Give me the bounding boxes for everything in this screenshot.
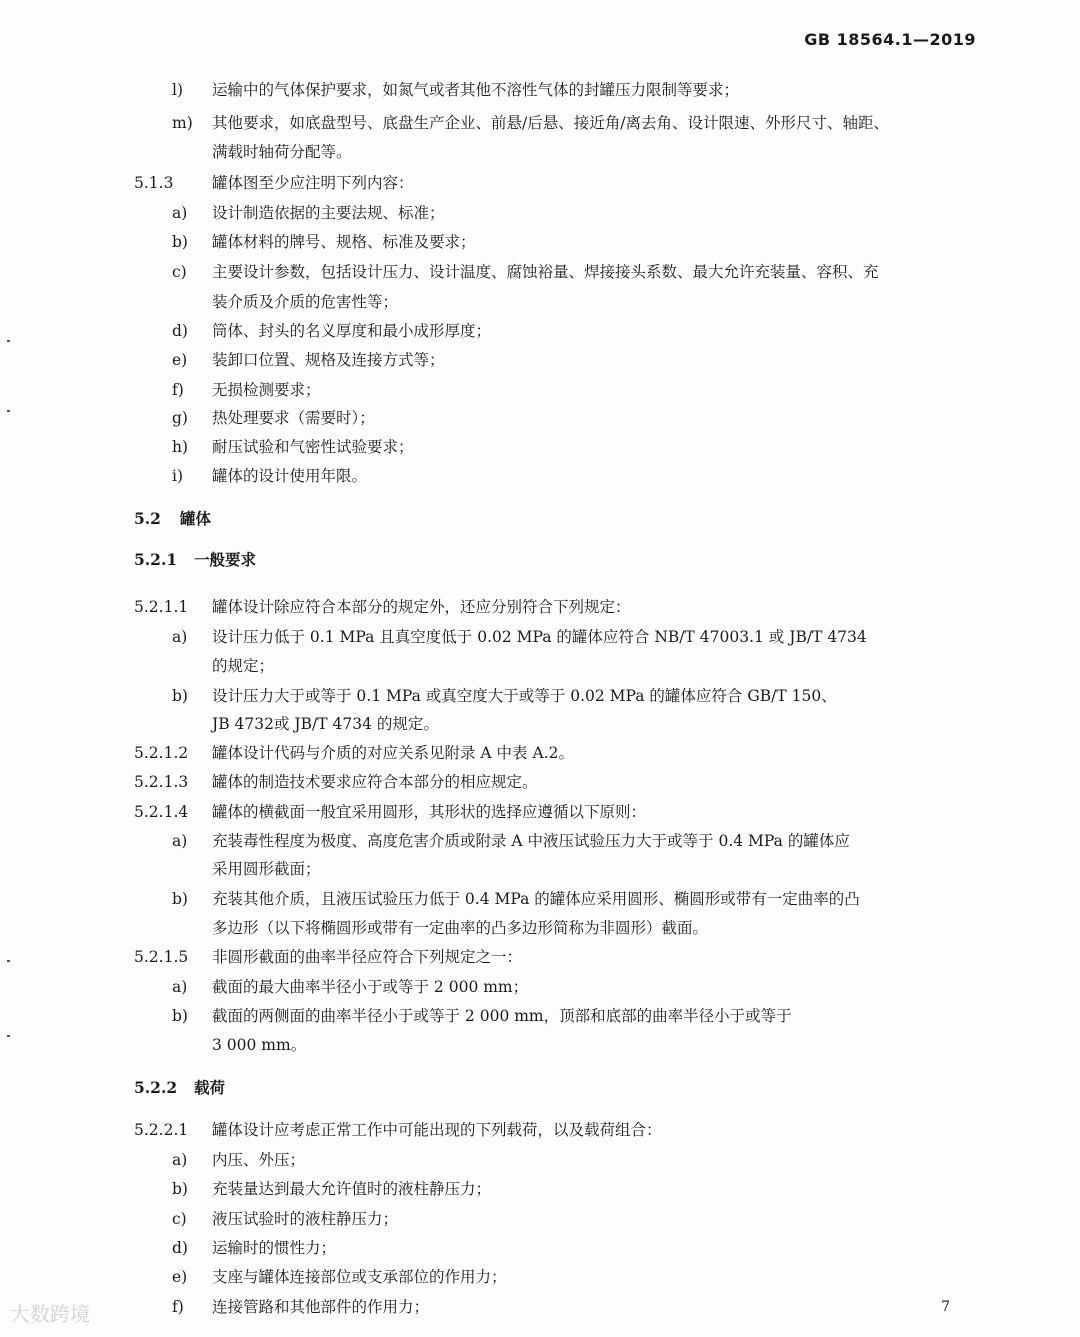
item-label: b): [172, 1180, 188, 1198]
item-label: f): [172, 1298, 184, 1316]
item-text: 罐体的制造技术要求应符合本部分的相应规定。: [212, 773, 538, 791]
item-text: 3 000 mm。: [212, 1036, 307, 1054]
item-text: 内压、外压；: [212, 1151, 306, 1169]
item-text: 筒体、封头的名义厚度和最小成形厚度；: [212, 322, 492, 340]
item-text: 采用圆形截面；: [212, 860, 321, 878]
item-text: 装介质及介质的危害性等；: [212, 293, 399, 311]
standard-number: GB 18564.1—2019: [804, 30, 976, 49]
item-text: 截面的两侧面的曲率半径小于或等于 2 000 mm，顶部和底部的曲率半径小于或等于: [212, 1007, 792, 1025]
item-text: 充装其他介质，且液压试验压力低于 0.4 MPa 的罐体应采用圆形、椭圆形或带有一定曲率的凸: [212, 890, 860, 908]
item-text: 运输中的气体保护要求，如氮气或者其他不溶性气体的封罐压力限制等要求；: [212, 81, 740, 99]
margin-mark: [7, 410, 10, 412]
item-text: JB 4732或 JB/T 4734 的规定。: [212, 715, 439, 733]
item-text: 罐体: [180, 509, 212, 528]
item-label: m): [172, 114, 193, 132]
item-text: 罐体的设计使用年限。: [212, 467, 368, 485]
item-label: 5.2.1.2: [134, 744, 189, 762]
item-label: a): [172, 978, 188, 996]
item-label: a): [172, 204, 188, 222]
margin-mark: [7, 340, 10, 342]
item-label: 5.2.2: [134, 1078, 178, 1097]
item-text: 热处理要求（需要时）；: [212, 409, 375, 427]
item-label: b): [172, 233, 188, 251]
item-label: f): [172, 381, 184, 399]
margin-mark: [7, 1035, 10, 1037]
item-text: 无损检测要求；: [212, 381, 321, 399]
item-label: 5.2.1.4: [134, 803, 189, 821]
item-label: 5.2: [134, 509, 161, 528]
item-label: 5.2.2.1: [134, 1121, 189, 1139]
item-text: 罐体设计代码与介质的对应关系见附录 A 中表 A.2。: [212, 744, 574, 762]
item-label: 5.2.1.5: [134, 948, 189, 966]
item-label: a): [172, 832, 188, 850]
item-text: 连接管路和其他部件的作用力；: [212, 1298, 430, 1316]
item-label: g): [172, 409, 188, 427]
item-text: 装卸口位置、规格及连接方式等；: [212, 351, 445, 369]
item-text: 充装毒性程度为极度、高度危害介质或附录 A 中液压试验压力大于或等于 0.4 MPa 的罐体应: [212, 832, 850, 850]
item-label: c): [172, 263, 187, 281]
item-label: 5.2.1.1: [134, 598, 189, 616]
item-label: d): [172, 1239, 188, 1257]
item-label: e): [172, 351, 188, 369]
item-text: 液压试验时的液柱静压力；: [212, 1210, 399, 1228]
item-text: 其他要求，如底盘型号、底盘生产企业、前悬/后悬、接近角/离去角、设计限速、外形尺寸、轴距、: [212, 114, 889, 132]
item-label: h): [172, 438, 189, 456]
item-label: c): [172, 1210, 187, 1228]
item-text: 罐体设计应考虑正常工作中可能出现的下列载荷，以及载荷组合：: [212, 1121, 662, 1139]
item-text: 支座与罐体连接部位或支承部位的作用力；: [212, 1268, 507, 1286]
item-text: 罐体图至少应注明下列内容：: [212, 174, 414, 192]
item-text: 罐体材料的牌号、规格、标准及要求；: [212, 233, 476, 251]
item-text: 充装量达到最大允许值时的液柱静压力；: [212, 1180, 492, 1198]
item-label: l): [172, 81, 184, 99]
item-text: 满载时轴荷分配等。: [212, 143, 352, 161]
item-text: 耐压试验和气密性试验要求；: [212, 438, 414, 456]
item-label: a): [172, 628, 188, 646]
item-label: e): [172, 1268, 188, 1286]
item-label: b): [172, 1007, 188, 1025]
item-text: 截面的最大曲率半径小于或等于 2 000 mm；: [212, 978, 529, 996]
item-text: 设计制造依据的主要法规、标准；: [212, 204, 445, 222]
item-text: 一般要求: [194, 550, 257, 569]
item-text: 主要设计参数，包括设计压力、设计温度、腐蚀裕量、焊接接头系数、最大允许充装量、容积、充: [212, 263, 879, 281]
page-number: 7: [941, 1299, 950, 1315]
item-text: 的规定；: [212, 657, 275, 675]
item-text: 非圆形截面的曲率半径应符合下列规定之一：: [212, 948, 523, 966]
item-text: 罐体设计除应符合本部分的规定外，还应分别符合下列规定：: [212, 598, 631, 616]
item-label: 5.2.1.3: [134, 773, 189, 791]
item-label: b): [172, 687, 188, 705]
item-label: d): [172, 322, 188, 340]
item-label: b): [172, 890, 188, 908]
item-label: i): [172, 467, 184, 485]
item-label: a): [172, 1151, 188, 1169]
item-text: 罐体的横截面一般宜采用圆形，其形状的选择应遵循以下原则：: [212, 803, 647, 821]
item-label: 5.1.3: [134, 174, 174, 192]
item-text: 设计压力低于 0.1 MPa 且真空度低于 0.02 MPa 的罐体应符合 NB/T 47003.1 或 JB/T 4734: [212, 628, 867, 646]
margin-mark: [7, 960, 10, 962]
item-text: 多边形（以下将椭圆形或带有一定曲率的凸多边形简称为非圆形）截面。: [212, 919, 709, 937]
item-text: 载荷: [194, 1078, 226, 1097]
item-text: 运输时的惯性力；: [212, 1239, 337, 1257]
watermark: 大数跨境: [10, 1302, 90, 1326]
item-label: 5.2.1: [134, 550, 178, 569]
item-text: 设计压力大于或等于 0.1 MPa 或真空度大于或等于 0.02 MPa 的罐体应符合 GB/T 150、: [212, 687, 837, 705]
